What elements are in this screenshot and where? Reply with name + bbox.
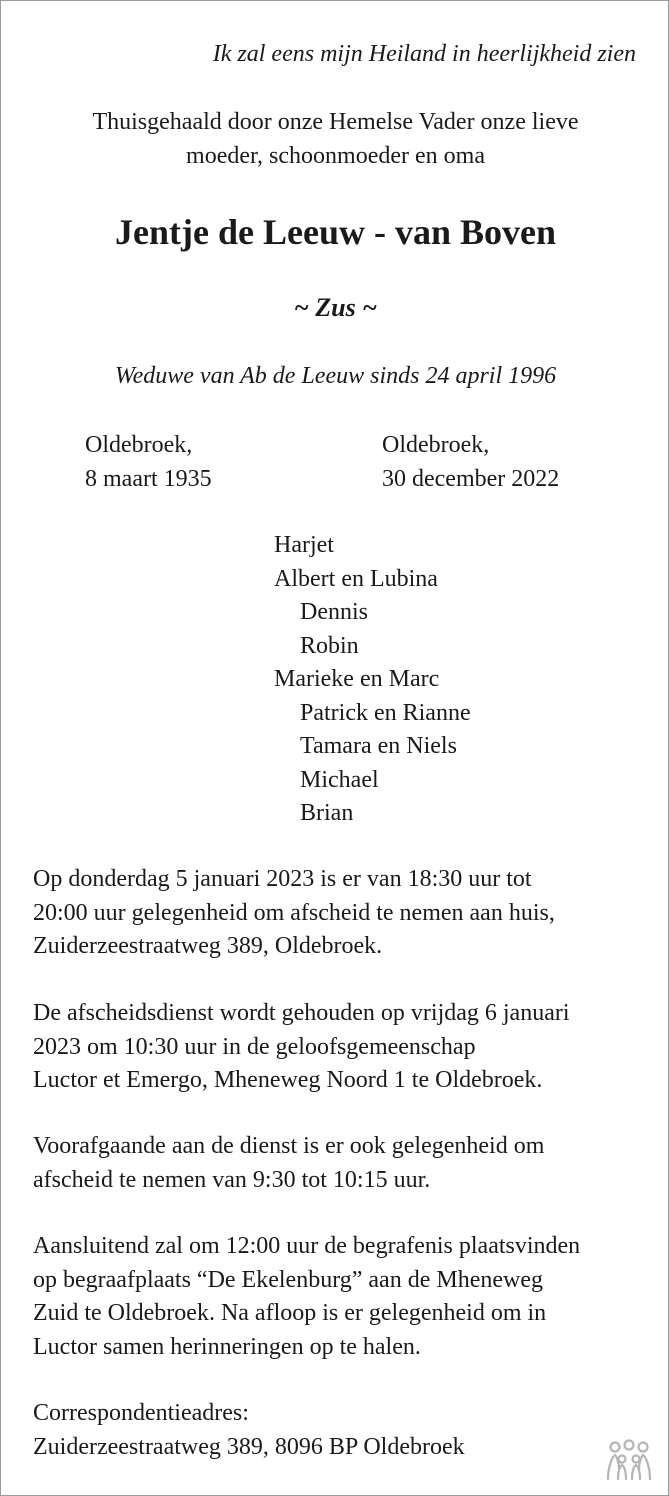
family-logo-icon [605, 1439, 653, 1483]
paragraph-line: op begraafplaats “De Ekelenburg” aan de Mheneweg [33, 1266, 543, 1293]
birth-place: Oldebroek, [85, 432, 193, 458]
family-member: Dennis [300, 599, 368, 625]
paragraph-line: afscheid te nemen van 9:30 tot 10:15 uur. [33, 1166, 431, 1193]
paragraph-line: 2023 om 10:30 uur in de geloofsgemeenschap [33, 1033, 476, 1060]
paragraph-line: Op donderdag 5 januari 2023 is er van 18:30 uur tot [33, 866, 532, 892]
burial-paragraph [33, 1230, 580, 1364]
family-member: Robin [300, 632, 359, 659]
paragraph-line: Luctor samen herinneringen op te halen. [33, 1333, 421, 1360]
paragraph-line: Correspondentieadres: [33, 1400, 249, 1426]
family-member: Brian [300, 800, 354, 826]
family-member: Patrick en Rianne [300, 699, 471, 726]
farewell-at-home-paragraph [33, 863, 555, 964]
death-date: 30 december 2022 [382, 466, 560, 492]
farewell-before-service-paragraph [33, 1130, 544, 1197]
nickname: ~ Zus ~ [293, 293, 378, 322]
family-list [274, 529, 471, 831]
intro-line: Thuisgehaald door onze Hemelse Vader onze lieve [92, 109, 579, 135]
paragraph-line: Luctor et Emergo, Mheneweg Noord 1 te Oldebroek. [33, 1067, 543, 1093]
paragraph-line: De afscheidsdienst wordt gehouden op vrijdag 6 januari [33, 1000, 570, 1026]
paragraph-line: Zuiderzeestraatweg 389, Oldebroek. [33, 933, 383, 959]
paragraph-line: Zuid te Oldebroek. Na afloop is er gelegenheid om in [33, 1300, 547, 1326]
birth-info [85, 428, 212, 496]
family-member: Michael [300, 766, 379, 793]
family-member: Albert en Lubina [274, 565, 438, 592]
correspondence-address [33, 1397, 465, 1464]
paragraph-line: Zuiderzeestraatweg 389, 8096 BP Oldebroek [33, 1433, 465, 1460]
family-member: Tamara en Niels [300, 733, 457, 759]
paragraph-line: 20:00 uur gelegenheid om afscheid te nemen aan huis, [33, 899, 555, 926]
intro-line: moeder, schoonmoeder en oma [186, 143, 485, 169]
widow-line: Weduwe van Ab de Leeuw sinds 24 april 1996 [114, 363, 557, 389]
paragraph-line: Aansluitend zal om 12:00 uur de begrafenis plaatsvinden [33, 1233, 581, 1259]
family-member: Harjet [274, 532, 334, 558]
deceased-name: Jentje de Leeuw - van Boven [115, 212, 556, 252]
family-member: Marieke en Marc [274, 666, 440, 692]
bible-quote: Ik zal eens mijn Heiland in heerlijkheid zien [212, 41, 636, 67]
paragraph-line: Voorafgaande aan de dienst is er ook gelegenheid om [33, 1133, 545, 1159]
funeral-service-paragraph [33, 997, 570, 1098]
intro-text [1, 105, 669, 173]
birth-date: 8 maart 1935 [85, 466, 212, 492]
death-info [382, 428, 559, 496]
death-place: Oldebroek, [382, 432, 490, 458]
